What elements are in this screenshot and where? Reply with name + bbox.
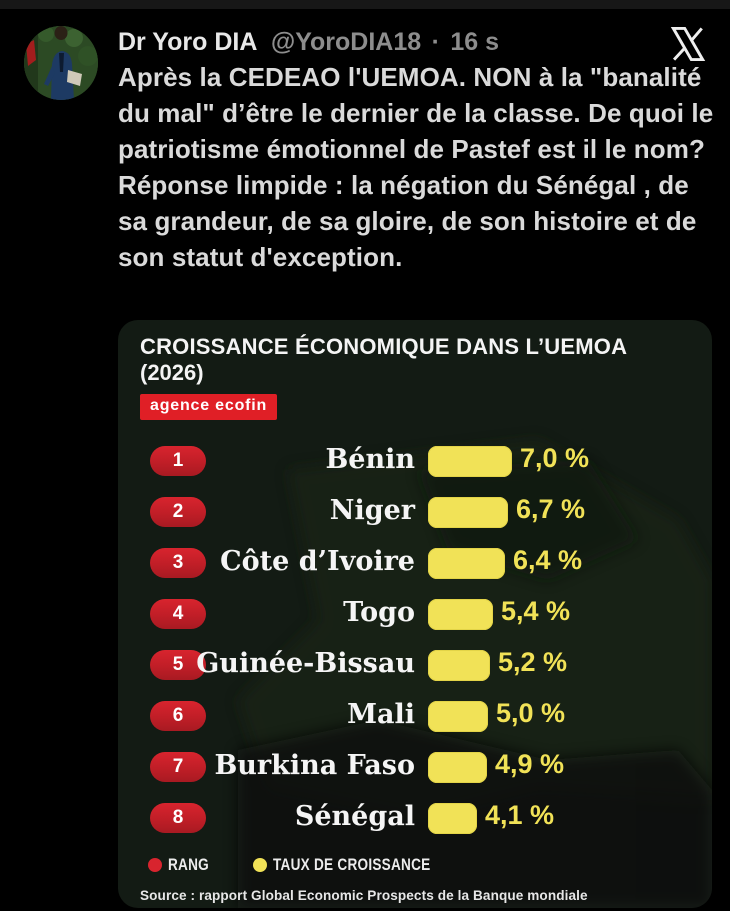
value-label: 6,7 % xyxy=(516,494,586,524)
chart-row xyxy=(118,590,712,641)
avatar[interactable] xyxy=(24,26,98,100)
legend-label: TAUX DE CROISSANCE xyxy=(273,855,431,874)
rank-badge: 7 xyxy=(150,752,206,782)
country-label: Sénégal xyxy=(294,801,415,832)
value-label: 5,2 % xyxy=(498,647,568,677)
chart-row xyxy=(118,692,712,743)
legend-item-taux xyxy=(253,855,470,875)
rank-badge: 6 xyxy=(150,701,206,731)
country-label: Togo xyxy=(343,597,415,628)
value-label: 7,0 % xyxy=(520,443,590,473)
chart-row xyxy=(118,794,712,845)
rank-badge: 8 xyxy=(150,803,206,833)
rank-badge: 1 xyxy=(150,446,206,476)
value-bar xyxy=(428,803,477,834)
rank-badge: 2 xyxy=(150,497,206,527)
chart-legend xyxy=(148,855,504,875)
country-label: Côte d’Ivoire xyxy=(220,546,415,577)
agence-ecofin-badge: agence ecofin xyxy=(140,394,277,420)
value-bar xyxy=(428,599,493,630)
legend-label: RANG xyxy=(168,855,210,874)
country-label: Niger xyxy=(329,495,415,526)
avatar-photo xyxy=(24,26,98,100)
status-bar xyxy=(0,0,730,9)
chart-row xyxy=(118,437,712,488)
chart-row xyxy=(118,539,712,590)
tweet-timestamp[interactable]: 16 s xyxy=(450,28,500,56)
tweet-text: Après la CEDEAO l'UEMOA. NON à la "banalité du mal" d’être le dernier de la classe. De quoi le patriotisme émotionnel de Pastef est il le nom? Réponse limpide : la négation du Sénégal , de sa grandeur, de sa gloire, de son histoire et de son statut d'exception. xyxy=(118,62,714,272)
value-label: 4,1 % xyxy=(485,800,555,830)
tweet-image-chart[interactable] xyxy=(118,320,712,908)
country-label: Guinée-Bissau xyxy=(196,648,415,679)
value-bar xyxy=(428,752,487,783)
rank-badge: 4 xyxy=(150,599,206,629)
value-bar xyxy=(428,548,505,579)
rank-badge: 5 xyxy=(150,650,206,680)
value-label: 6,4 % xyxy=(513,545,583,575)
value-label: 4,9 % xyxy=(495,749,565,779)
rank-badge: 3 xyxy=(150,548,206,578)
value-label: 5,4 % xyxy=(501,596,571,626)
value-bar xyxy=(428,701,488,732)
chart-subtitle: (2026) xyxy=(140,360,204,385)
tweet-header xyxy=(118,28,658,57)
country-label: Burkina Faso xyxy=(214,750,415,781)
value-bar xyxy=(428,446,512,477)
chart-title: CROISSANCE ÉCONOMIQUE DANS L’UEMOA xyxy=(140,334,628,359)
chart-source: Source : rapport Global Economic Prospects de la Banque mondiale xyxy=(140,887,588,903)
country-label: Mali xyxy=(347,699,415,730)
chart-rows xyxy=(118,437,712,845)
chart-row xyxy=(118,743,712,794)
header-separator: · xyxy=(431,28,440,56)
value-label: 5,0 % xyxy=(496,698,566,728)
rang-dot-icon xyxy=(148,858,162,872)
value-bar xyxy=(428,650,490,681)
chart-row xyxy=(118,641,712,692)
country-label: Bénin xyxy=(325,444,415,475)
chart-row xyxy=(118,488,712,539)
chart-content xyxy=(118,320,712,908)
value-bar xyxy=(428,497,508,528)
legend-item-rang xyxy=(148,855,219,875)
author-name[interactable]: Dr Yoro DIA xyxy=(118,28,258,56)
taux-dot-icon xyxy=(253,858,267,872)
author-handle[interactable]: @YoroDIA18 xyxy=(270,28,422,56)
